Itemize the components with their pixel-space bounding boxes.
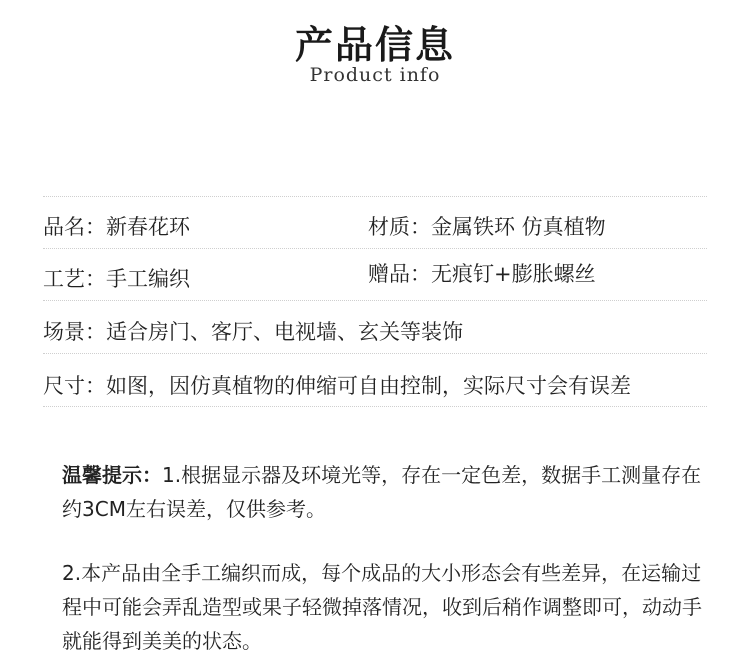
divider — [43, 353, 707, 354]
spec-craft: 工艺：手工编织 — [43, 267, 190, 291]
spec-material: 材质：金属铁环 仿真植物 — [368, 215, 606, 239]
spec-size: 尺寸：如图，因仿真植物的伸缩可自由控制，实际尺寸会有误差 — [43, 374, 631, 398]
page-subtitle: Product info — [309, 64, 441, 86]
notice-text-2: 2.本产品由全手工编织而成，每个成品的大小形态会有些差异，在运输过程中可能会弄乱造型或果子轻微掉落情况，收到后稍作调整即可，动动手就能得到美美的状态。 — [62, 561, 702, 653]
notice-item-2 — [62, 556, 702, 658]
divider — [43, 248, 707, 249]
divider — [43, 406, 707, 407]
notice-label: 温馨提示： — [62, 463, 162, 487]
spec-gift: 赠品：无痕钉+膨胀螺丝 — [368, 262, 596, 286]
spec-name: 品名：新春花环 — [43, 215, 190, 239]
notice-text-1: 1.根据显示器及环境光等，存在一定色差，数据手工测量存在约3CM左右误差，仅供参考。 — [62, 463, 702, 521]
divider — [43, 300, 707, 301]
spec-scene: 场景：适合房门、客厅、电视墙、玄关等装饰 — [43, 320, 463, 344]
divider — [43, 196, 707, 197]
notice-item-1 — [62, 458, 702, 526]
page-title: 产品信息 — [294, 22, 455, 67]
